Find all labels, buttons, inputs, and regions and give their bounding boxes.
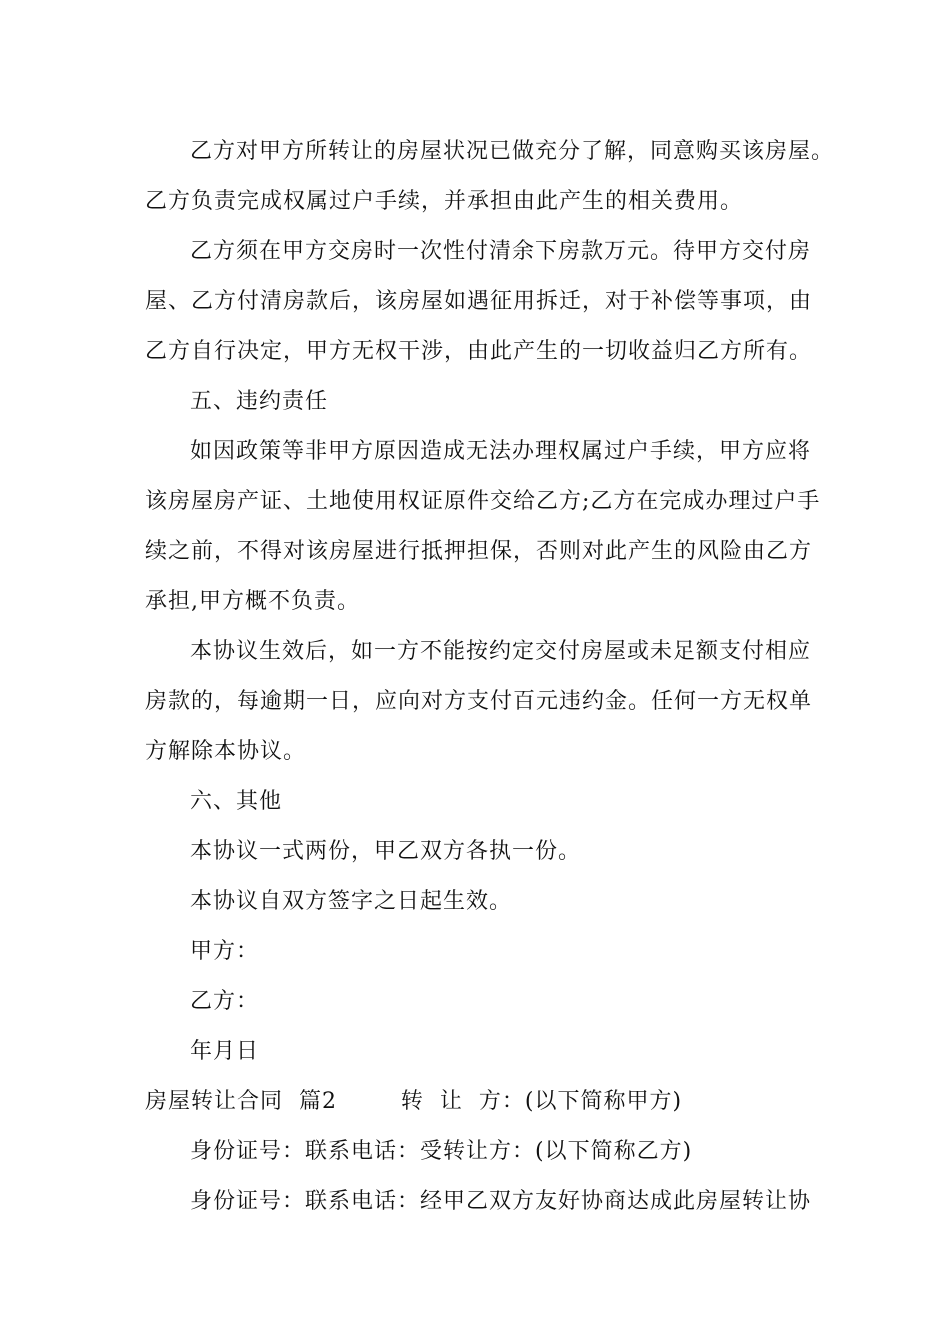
- paragraph-line: 身份证号：联系电话：受转让方：(以下简称乙方): [190, 1139, 693, 1164]
- paragraph-line: 乙方负责完成权属过户手续，并承担由此产生的相关费用。: [145, 189, 744, 214]
- paragraph-line: 方解除本协议。: [145, 739, 307, 764]
- paragraph-line: 承担,甲方概不负责。: [145, 589, 360, 614]
- date-label: 年月日: [190, 1039, 260, 1064]
- paragraph-line: 乙方须在甲方交房时一次性付清余下房款万元。待甲方交付房: [190, 239, 812, 264]
- party-a-signature-label: 甲方：: [190, 939, 260, 964]
- section-heading: 六、其他: [190, 789, 283, 814]
- paragraph-line: 该房屋房产证、土地使用权证原件交给乙方;乙方在完成办理过户手: [145, 489, 821, 514]
- section-heading: 五、违约责任: [190, 389, 329, 414]
- party-b-signature-label: 乙方：: [190, 989, 260, 1014]
- paragraph-line: 乙方自行决定，甲方无权干涉，由此产生的一切收益归乙方所有。: [145, 339, 813, 364]
- paragraph-line: 本协议生效后，如一方不能按约定交付房屋或未足额支付相应: [190, 639, 812, 664]
- paragraph-line: 屋、乙方付清房款后，该房屋如遇征用拆迁，对于补偿等事项，由: [145, 289, 813, 314]
- paragraph-line: 本协议自双方签字之日起生效。: [190, 889, 513, 914]
- paragraph-line: 如因政策等非甲方原因造成无法办理权属过户手续，甲方应将: [190, 439, 812, 464]
- paragraph-line: 本协议一式两份，甲乙双方各执一份。: [190, 839, 582, 864]
- paragraph-line: 身份证号：联系电话：经甲乙双方友好协商达成此房屋转让协: [190, 1189, 812, 1214]
- paragraph-line: 乙方对甲方所转让的房屋状况已做充分了解，同意购买该房屋。: [190, 139, 835, 164]
- paragraph-line: 续之前，不得对该房屋进行抵押担保，否则对此产生的风险由乙方: [145, 539, 813, 564]
- contract-title-line: 房屋转让合同 篇2 转 让 方：(以下简称甲方): [145, 1089, 683, 1114]
- paragraph-line: 房款的，每逾期一日，应向对方支付百元违约金。任何一方无权单: [145, 689, 813, 714]
